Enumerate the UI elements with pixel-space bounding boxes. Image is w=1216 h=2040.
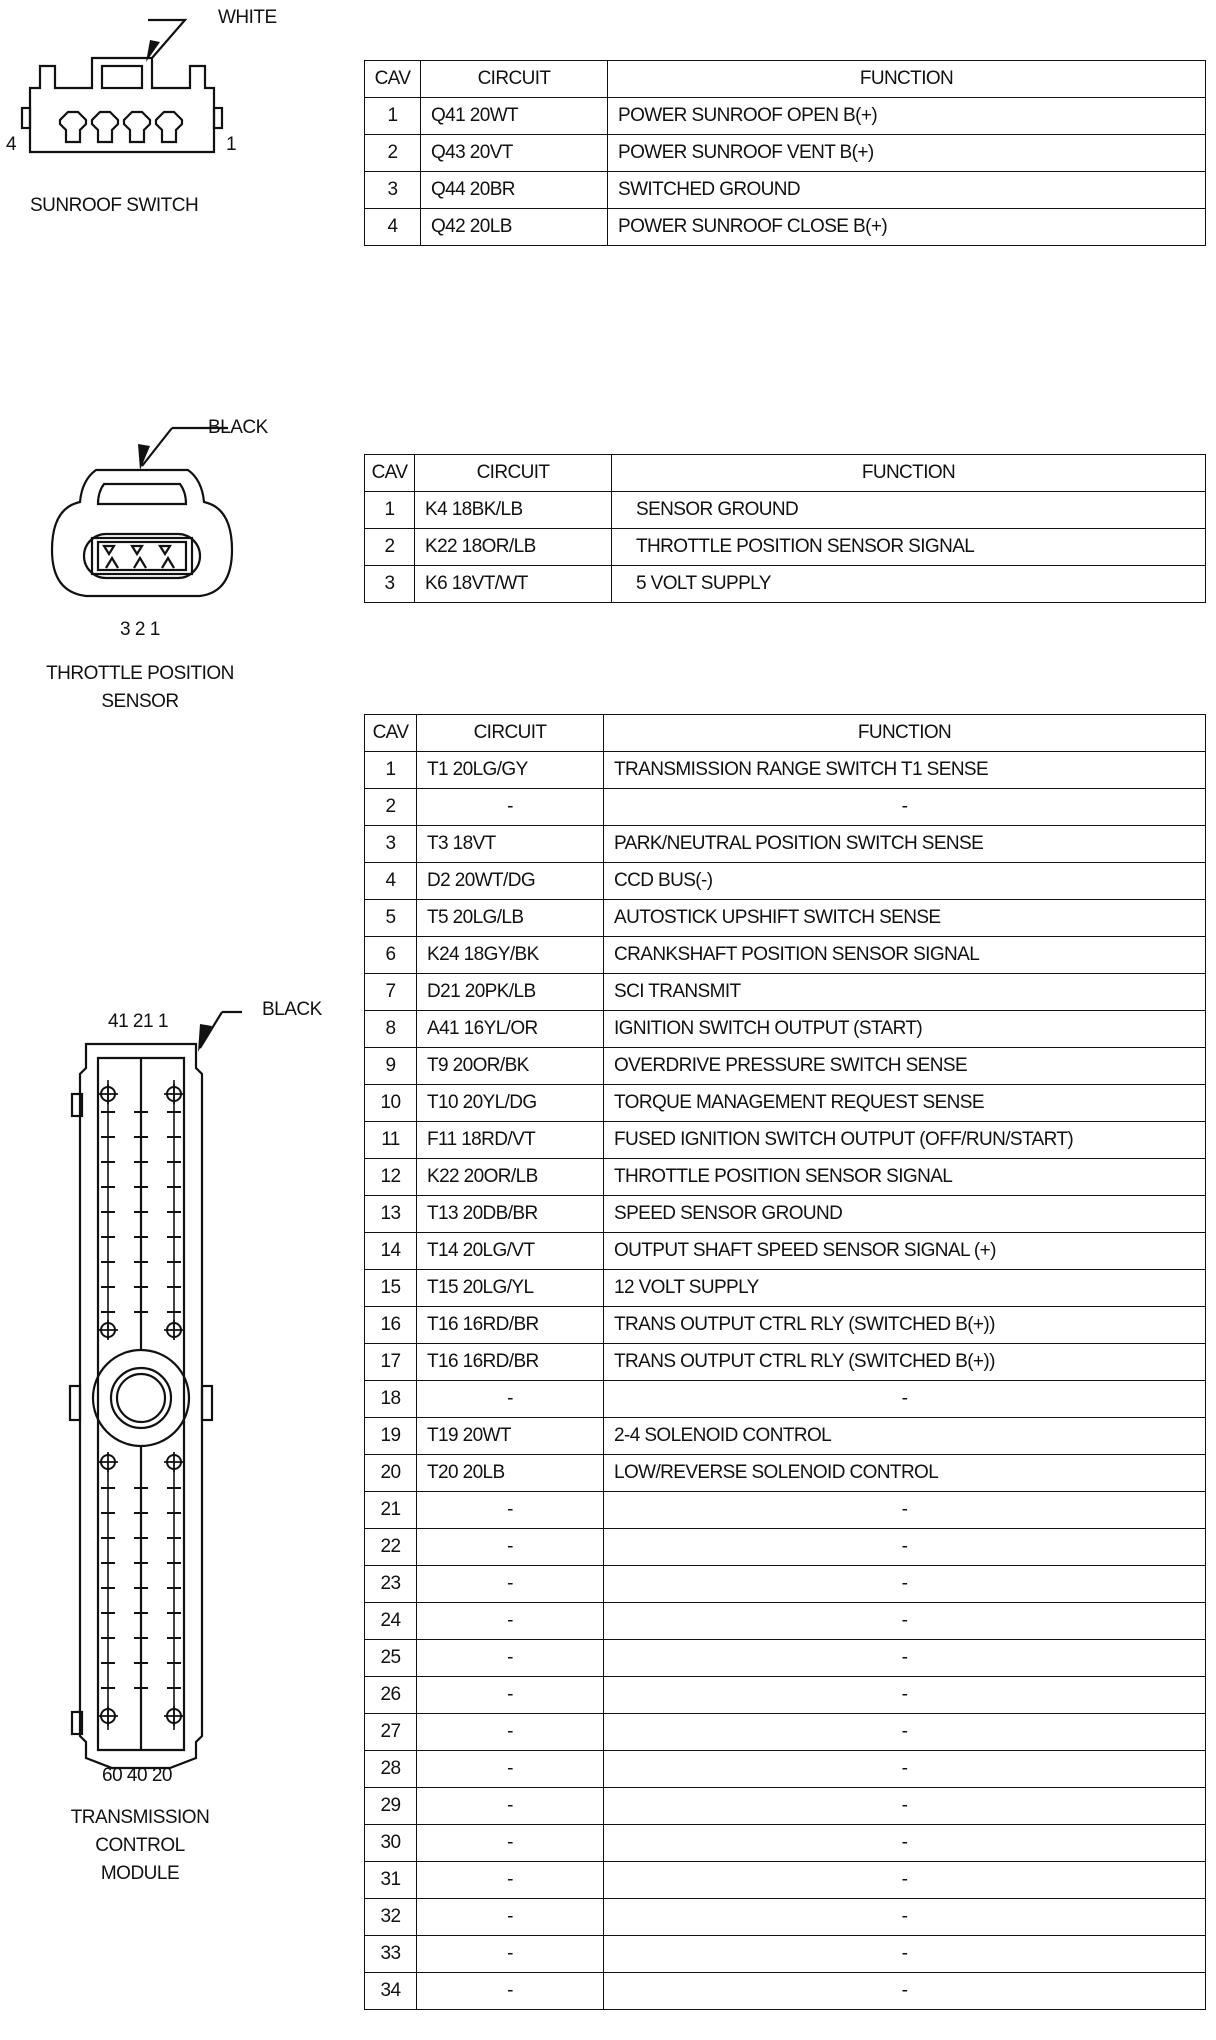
cav-cell: 7 [365,974,417,1011]
function-cell: - [604,1973,1206,2010]
function-cell: - [604,1529,1206,1566]
table-row [365,789,1206,826]
table-row [365,1048,1206,1085]
function-cell: TRANS OUTPUT CTRL RLY (SWITCHED B(+)) [604,1307,1206,1344]
header-circuit: CIRCUIT [421,61,608,98]
circuit-cell: T15 20LG/YL [417,1270,604,1307]
circuit-cell: T5 20LG/LB [417,900,604,937]
cav-cell: 5 [365,900,417,937]
function-cell: THROTTLE POSITION SENSOR SIGNAL [604,1159,1206,1196]
circuit-cell: A41 16YL/OR [417,1011,604,1048]
circuit-cell: T20 20LB [417,1455,604,1492]
tcm-connector-title-line1: TRANSMISSION [70,1807,210,1828]
cav-cell: 10 [365,1085,417,1122]
table-row [365,1788,1206,1825]
table-row [365,566,1206,603]
cav-cell: 4 [365,209,421,246]
circuit-cell: - [417,1677,604,1714]
header-function: FUNCTION [604,715,1206,752]
table-row [365,752,1206,789]
cav-cell: 12 [365,1159,417,1196]
header-circuit: CIRCUIT [415,455,612,492]
function-cell: 12 VOLT SUPPLY [604,1270,1206,1307]
circuit-cell: - [417,1825,604,1862]
cav-cell: 13 [365,1196,417,1233]
table-row [365,1455,1206,1492]
table-row [365,1973,1206,2010]
sunroof-pin-right-label: 1 [226,134,237,155]
function-cell: - [604,1566,1206,1603]
cav-cell: 34 [365,1973,417,2010]
circuit-cell: - [417,1714,604,1751]
cav-cell: 24 [365,1603,417,1640]
table-row [365,529,1206,566]
cav-cell: 20 [365,1455,417,1492]
function-cell: POWER SUNROOF VENT B(+) [608,135,1206,172]
circuit-cell: - [417,1973,604,2010]
table-row [365,135,1206,172]
circuit-cell: Q41 20WT [421,98,608,135]
cav-cell: 18 [365,1381,417,1418]
cav-cell: 2 [365,789,417,826]
table-row [365,1862,1206,1899]
table-row [365,1566,1206,1603]
circuit-cell: T14 20LG/VT [417,1233,604,1270]
cav-cell: 19 [365,1418,417,1455]
tcm-pins-top-label: 41 21 1 [108,1011,168,1032]
function-cell: THROTTLE POSITION SENSOR SIGNAL [612,529,1206,566]
circuit-cell: K4 18BK/LB [415,492,612,529]
circuit-cell: T19 20WT [417,1418,604,1455]
cav-cell: 3 [365,172,421,209]
circuit-cell: - [417,1788,604,1825]
circuit-cell: - [417,1492,604,1529]
circuit-cell: K22 18OR/LB [415,529,612,566]
function-cell: - [604,1862,1206,1899]
circuit-cell: - [417,1936,604,1973]
function-cell: OVERDRIVE PRESSURE SWITCH SENSE [604,1048,1206,1085]
table-row [365,1751,1206,1788]
tps-pinout-table [364,454,1206,603]
header-function: FUNCTION [608,61,1206,98]
table-row [365,1307,1206,1344]
header-cav: CAV [365,455,415,492]
circuit-cell: T9 20OR/BK [417,1048,604,1085]
function-cell: 2-4 SOLENOID CONTROL [604,1418,1206,1455]
function-cell: TORQUE MANAGEMENT REQUEST SENSE [604,1085,1206,1122]
function-cell: - [604,1381,1206,1418]
function-cell: FUSED IGNITION SWITCH OUTPUT (OFF/RUN/START) [604,1122,1206,1159]
function-cell: - [604,1751,1206,1788]
table-row [365,1159,1206,1196]
cav-cell: 14 [365,1233,417,1270]
table-row [365,1899,1206,1936]
circuit-cell: K22 20OR/LB [417,1159,604,1196]
table-row [365,492,1206,529]
function-cell: POWER SUNROOF CLOSE B(+) [608,209,1206,246]
cav-cell: 32 [365,1899,417,1936]
header-function: FUNCTION [612,455,1206,492]
function-cell: SWITCHED GROUND [608,172,1206,209]
table-row [365,1936,1206,1973]
circuit-cell: Q43 20VT [421,135,608,172]
cav-cell: 27 [365,1714,417,1751]
cav-cell: 25 [365,1640,417,1677]
cav-cell: 1 [365,752,417,789]
function-cell: TRANSMISSION RANGE SWITCH T1 SENSE [604,752,1206,789]
sunroof-pinout-table [364,60,1206,246]
cav-cell: 1 [365,492,415,529]
function-cell: PARK/NEUTRAL POSITION SWITCH SENSE [604,826,1206,863]
table-row [365,172,1206,209]
tps-connector-title-line2: SENSOR [101,691,179,712]
cav-cell: 15 [365,1270,417,1307]
circuit-cell: K6 18VT/WT [415,566,612,603]
function-cell: - [604,1640,1206,1677]
function-cell: OUTPUT SHAFT SPEED SENSOR SIGNAL (+) [604,1233,1206,1270]
table-row [365,826,1206,863]
table-row [365,1825,1206,1862]
header-circuit: CIRCUIT [417,715,604,752]
circuit-cell: T13 20DB/BR [417,1196,604,1233]
sunroof-connector-title: SUNROOF SWITCH [30,195,199,216]
cav-cell: 33 [365,1936,417,1973]
table-row [365,1640,1206,1677]
cav-cell: 3 [365,566,415,603]
function-cell: TRANS OUTPUT CTRL RLY (SWITCHED B(+)) [604,1344,1206,1381]
circuit-cell: F11 18RD/VT [417,1122,604,1159]
cav-cell: 4 [365,863,417,900]
cav-cell: 2 [365,135,421,172]
function-cell: AUTOSTICK UPSHIFT SWITCH SENSE [604,900,1206,937]
function-cell: SCI TRANSMIT [604,974,1206,1011]
function-cell: - [604,1899,1206,1936]
table-row [365,1529,1206,1566]
function-cell: 5 VOLT SUPPLY [612,566,1206,603]
function-cell: SENSOR GROUND [612,492,1206,529]
circuit-cell: - [417,1381,604,1418]
tcm-table-body [365,752,1206,2010]
tcm-connector-diagram [0,1000,300,1780]
circuit-cell: - [417,1529,604,1566]
function-cell: LOW/REVERSE SOLENOID CONTROL [604,1455,1206,1492]
table-header-row [365,455,1206,492]
table-row [365,1085,1206,1122]
circuit-cell: Q44 20BR [421,172,608,209]
table-row [365,1270,1206,1307]
table-row [365,974,1206,1011]
cav-cell: 29 [365,1788,417,1825]
tps-pins-label: 3 2 1 [120,619,160,640]
circuit-cell: - [417,1899,604,1936]
function-cell: - [604,1677,1206,1714]
table-row [365,1233,1206,1270]
table-row [365,1492,1206,1529]
table-row [365,209,1206,246]
table-row [365,1381,1206,1418]
function-cell: IGNITION SWITCH OUTPUT (START) [604,1011,1206,1048]
function-cell: - [604,1714,1206,1751]
circuit-cell: T16 16RD/BR [417,1307,604,1344]
table-row [365,1603,1206,1640]
cav-cell: 1 [365,98,421,135]
table-row [365,1196,1206,1233]
circuit-cell: T10 20YL/DG [417,1085,604,1122]
circuit-cell: D2 20WT/DG [417,863,604,900]
function-cell: - [604,1936,1206,1973]
circuit-cell: - [417,1603,604,1640]
function-cell: - [604,1492,1206,1529]
table-row [365,98,1206,135]
sunroof-color-label: WHITE [218,7,277,28]
cav-cell: 11 [365,1122,417,1159]
circuit-cell: - [417,1751,604,1788]
circuit-cell: T1 20LG/GY [417,752,604,789]
function-cell: - [604,1603,1206,1640]
table-row [365,1677,1206,1714]
tcm-connector-title-line2: CONTROL [95,1835,185,1856]
cav-cell: 6 [365,937,417,974]
tps-color-label: BLACK [208,417,268,438]
tcm-pinout-table [364,714,1206,2010]
circuit-cell: - [417,1862,604,1899]
cav-cell: 16 [365,1307,417,1344]
table-row [365,1122,1206,1159]
table-row [365,1714,1206,1751]
function-cell: CCD BUS(-) [604,863,1206,900]
tps-table-body [365,492,1206,603]
header-cav: CAV [365,715,417,752]
cav-cell: 17 [365,1344,417,1381]
function-cell: - [604,789,1206,826]
circuit-cell: - [417,1566,604,1603]
cav-cell: 22 [365,1529,417,1566]
circuit-cell: T16 16RD/BR [417,1344,604,1381]
table-row [365,900,1206,937]
tcm-pins-bottom-label: 60 40 20 [102,1765,172,1786]
table-header-row [365,61,1206,98]
function-cell: - [604,1825,1206,1862]
cav-cell: 28 [365,1751,417,1788]
table-row [365,937,1206,974]
tps-connector-title-line1: THROTTLE POSITION [46,663,234,684]
function-cell: SPEED SENSOR GROUND [604,1196,1206,1233]
cav-cell: 23 [365,1566,417,1603]
circuit-cell: K24 18GY/BK [417,937,604,974]
table-row [365,1011,1206,1048]
cav-cell: 2 [365,529,415,566]
table-row [365,863,1206,900]
tcm-color-label: BLACK [262,999,322,1020]
function-cell: - [604,1788,1206,1825]
table-header-row [365,715,1206,752]
table-row [365,1344,1206,1381]
function-cell: CRANKSHAFT POSITION SENSOR SIGNAL [604,937,1206,974]
cav-cell: 26 [365,1677,417,1714]
cav-cell: 31 [365,1862,417,1899]
sunroof-pin-left-label: 4 [6,134,17,155]
circuit-cell: - [417,789,604,826]
cav-cell: 30 [365,1825,417,1862]
circuit-cell: - [417,1640,604,1677]
cav-cell: 8 [365,1011,417,1048]
cav-cell: 3 [365,826,417,863]
function-cell: POWER SUNROOF OPEN B(+) [608,98,1206,135]
tcm-connector-title-line3: MODULE [100,1863,180,1884]
circuit-cell: D21 20PK/LB [417,974,604,1011]
cav-cell: 9 [365,1048,417,1085]
table-row [365,1418,1206,1455]
sunroof-table-body [365,98,1206,246]
header-cav: CAV [365,61,421,98]
circuit-cell: Q42 20LB [421,209,608,246]
circuit-cell: T3 18VT [417,826,604,863]
cav-cell: 21 [365,1492,417,1529]
